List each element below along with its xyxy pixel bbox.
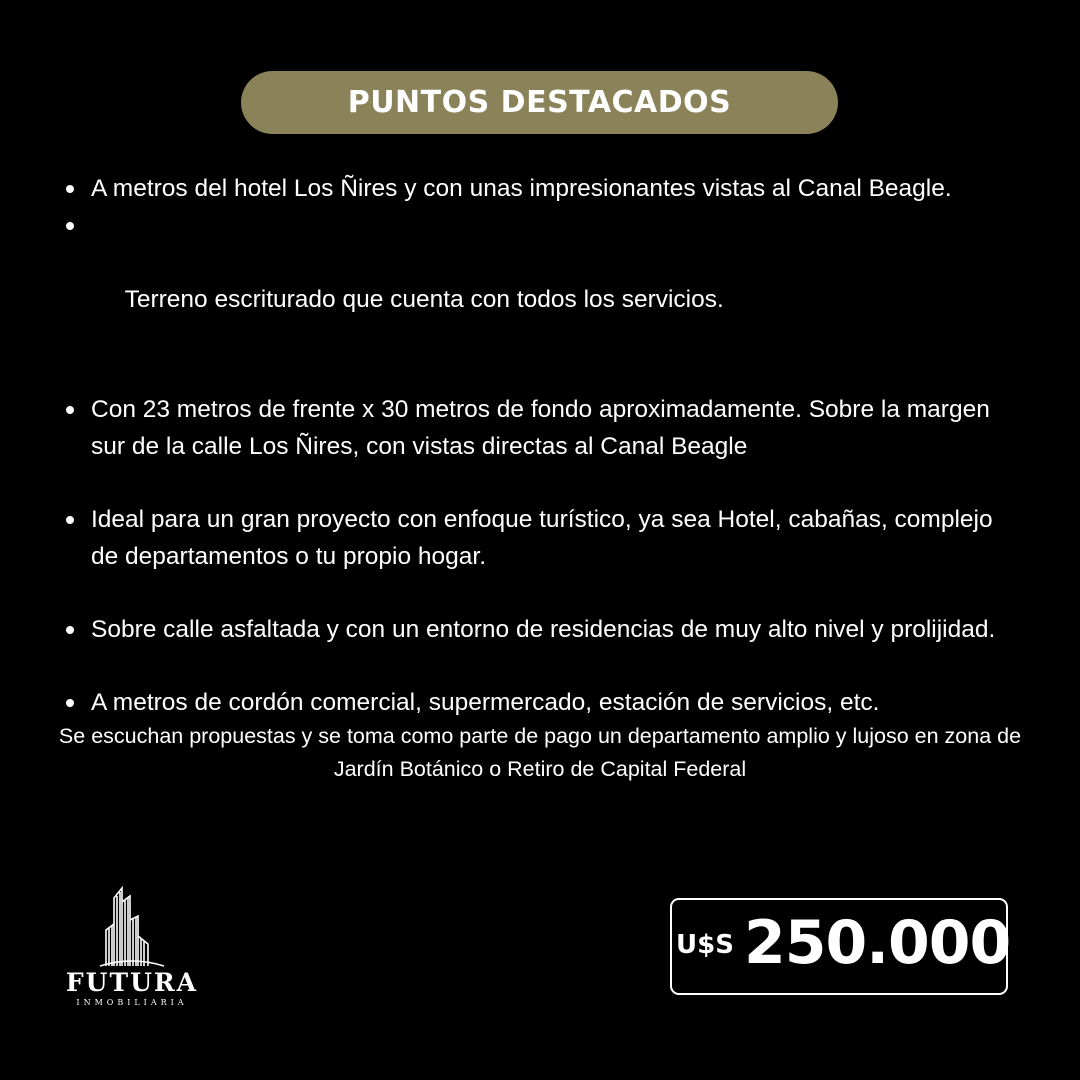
highlight-item xyxy=(66,611,1026,648)
bullet-dot xyxy=(66,406,74,414)
highlight-item xyxy=(66,684,1026,721)
highlight-text: Terreno escriturado que cuenta con todos los servicios. xyxy=(118,286,724,313)
logo-name: FUTURA xyxy=(65,968,199,997)
bullet-dot xyxy=(66,185,74,193)
logo-subtitle: INMOBILIARIA xyxy=(76,998,188,1007)
company-logo xyxy=(62,884,202,1014)
price-currency: U$S xyxy=(676,930,734,960)
highlights-list xyxy=(66,170,1026,721)
price-box xyxy=(670,898,1011,995)
price-amount: 250.000 xyxy=(744,908,1011,978)
bullet-dot xyxy=(66,516,74,524)
highlight-text: A metros del hotel Los Ñires y con unas impresionantes vistas al Canal Beagle. xyxy=(91,175,952,202)
highlight-item xyxy=(66,207,1026,355)
highlight-text: Ideal para un gran proyecto con enfoque turístico, ya sea Hotel, cabañas, complejo de departamentos o tu propio hogar. xyxy=(91,506,993,570)
building-icon xyxy=(98,884,166,968)
bullet-dot xyxy=(66,626,74,634)
header-banner xyxy=(241,71,838,134)
header-title: PUNTOS DESTACADOS xyxy=(347,85,732,120)
highlight-item xyxy=(66,170,1026,207)
highlight-text: A metros de cordón comercial, supermercado, estación de servicios, etc. xyxy=(91,689,880,716)
bullet-dot xyxy=(66,699,74,707)
offer-note: Se escuchan propuestas y se toma como parte de pago un departamento amplio y lujoso en zona de Jardín Botánico o Retiro de Capital Federal xyxy=(58,724,1022,781)
bullet-dot xyxy=(66,222,74,230)
highlight-text: Con 23 metros de frente x 30 metros de fondo aproximadamente. Sobre la margen sur de la calle Los Ñires, con vistas directas al Canal Beagle xyxy=(91,396,990,460)
highlight-text: Sobre calle asfaltada y con un entorno de residencias de muy alto nivel y prolijidad. xyxy=(91,616,996,643)
highlight-item xyxy=(66,501,1026,575)
highlight-item xyxy=(66,391,1026,465)
